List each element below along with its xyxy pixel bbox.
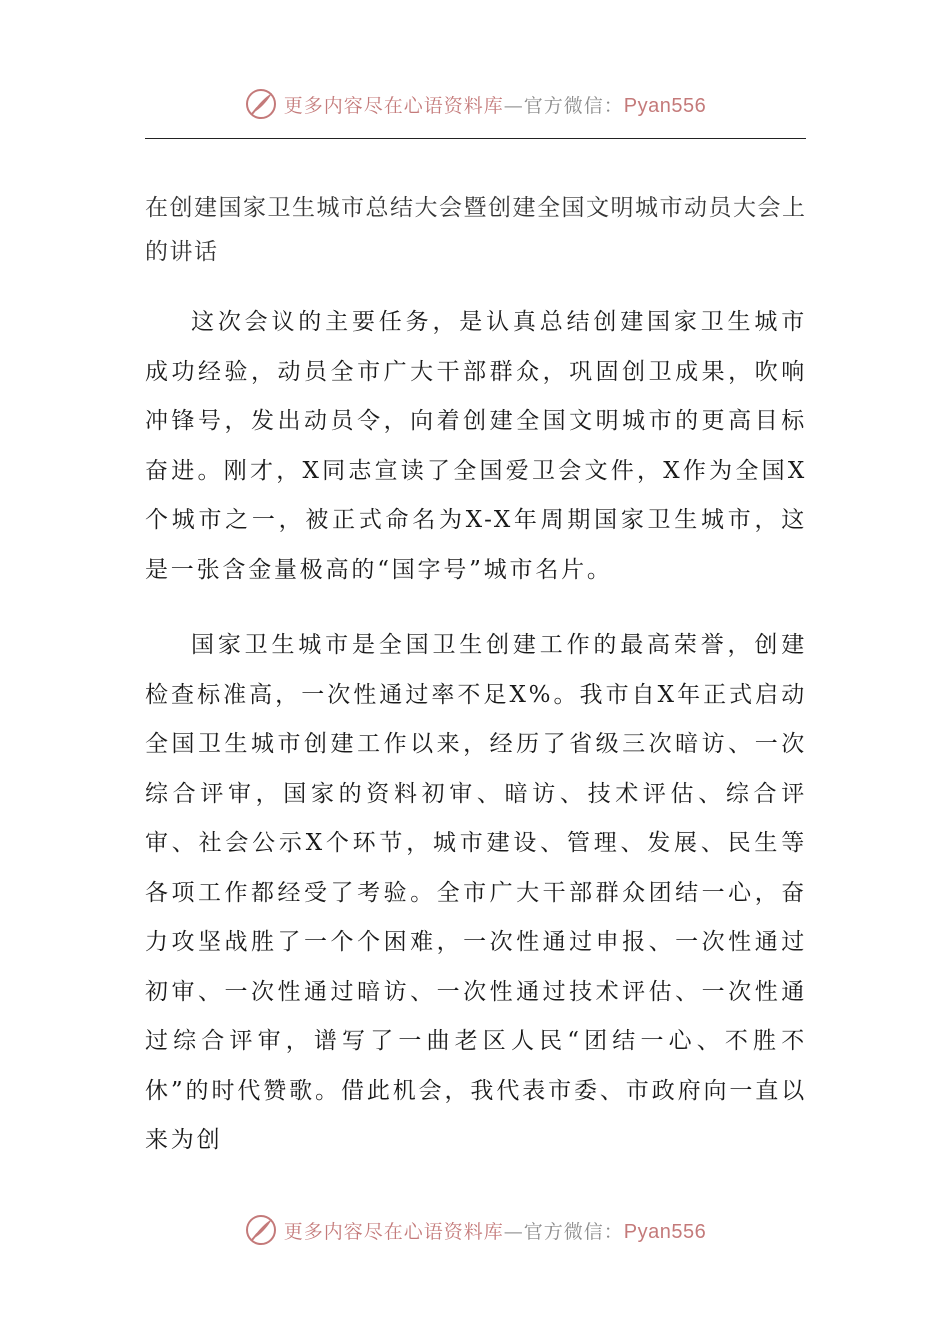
wechat-id: Pyan556 bbox=[623, 94, 707, 117]
document-title: 在创建国家卫生城市总结大会暨创建全国文明城市动员大会上的讲话 bbox=[145, 195, 807, 265]
banner-title: 更多内容尽在心语资料库 bbox=[283, 1220, 504, 1243]
official-label: 官方微信： bbox=[523, 94, 624, 117]
paragraph-1: 这次会议的主要任务，是认真总结创建国家卫生城市成功经验，动员全市广大干部群众，巩固创卫成果，吹响冲锋号，发出动员令，向着创建全国文明城市的更高目标奋进。刚才，X同志宣读了全国爱卫会文件，X作为全国X个城市之一，被正式命名为X-X年周期国家卫生城市，这是一张含金量极高的“国字号”城市名片。 bbox=[145, 309, 807, 583]
document-body bbox=[145, 186, 807, 1192]
header-divider bbox=[145, 138, 806, 139]
paragraph-2: 国家卫生城市是全国卫生创建工作的最高荣誉，创建检查标准高，一次性通过率不足X%。我市自X年正式启动全国卫生城市创建工作以来，经历了省级三次暗访、一次综合评审，国家的资料初审、暗访、技术评估、综合评审、社会公示X个环节，城市建设、管理、发展、民生等各项工作都经受了考验。全市广大干部群众团结一心，奋力攻坚战胜了一个个困难，一次性通过申报、一次性通过初审、一次性通过暗访、一次性通过技术评估、一次性通过综合评审，谱写了一曲老区人民“团结一心、不胜不休”的时代赞歌。借此机会，我代表市委、市政府向一直以来为创 bbox=[145, 632, 807, 1153]
official-label: 官方微信： bbox=[523, 1220, 624, 1243]
quill-logo-icon bbox=[244, 87, 278, 121]
quill-logo-icon bbox=[244, 1213, 278, 1247]
wechat-id: Pyan556 bbox=[623, 1220, 707, 1243]
banner-text bbox=[284, 91, 707, 118]
footer-banner bbox=[0, 1210, 950, 1250]
banner-text bbox=[284, 1217, 707, 1244]
banner-title: 更多内容尽在心语资料库 bbox=[283, 94, 504, 117]
banner-separator: — bbox=[503, 1220, 524, 1243]
banner-separator: — bbox=[503, 94, 524, 117]
header-banner bbox=[0, 84, 950, 124]
